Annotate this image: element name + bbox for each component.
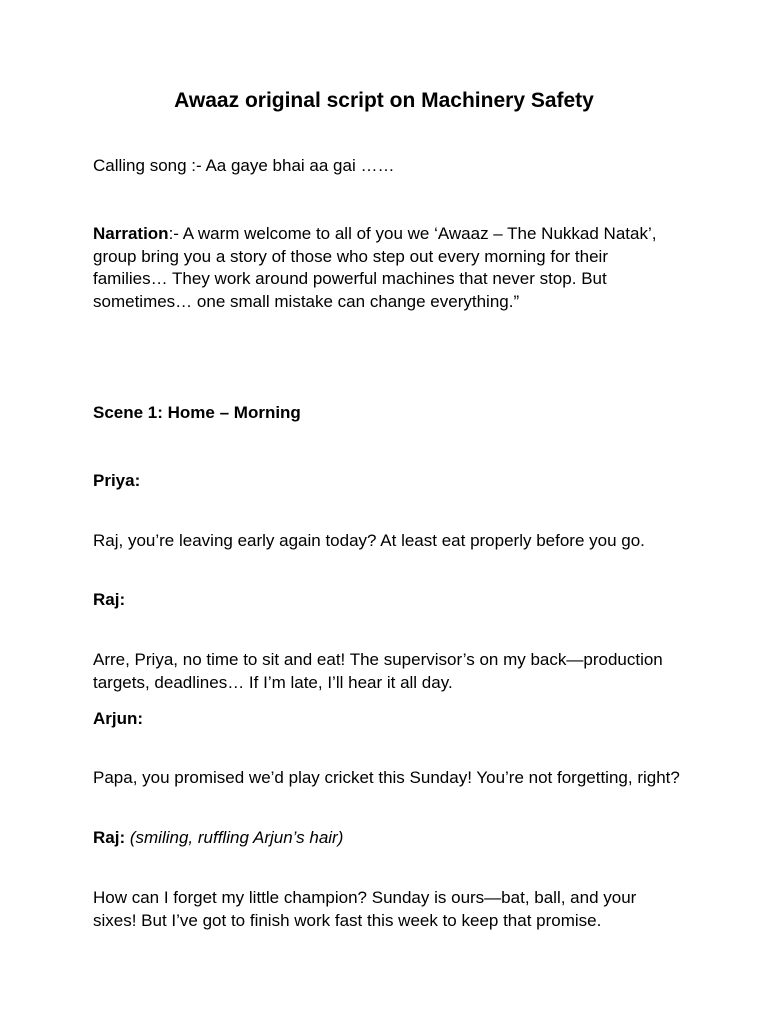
narration-text: A warm welcome to all of you we ‘Awaaz – The Nukkad Natak’, group bring you a story of those who step out every morning for their families… They work around powerful machines that never stop. But sometimes… one small mistake can change everything.” [93, 224, 657, 311]
scene-heading: Scene 1: Home – Morning [93, 403, 301, 422]
speaker-with-direction [93, 827, 683, 850]
speaker-name: Raj: [93, 828, 126, 847]
dialogue-line: Raj, you’re leaving early again today? At least eat properly before you go. [93, 531, 645, 550]
document-title: Awaaz original script on Machinery Safety [174, 89, 594, 112]
narration-paragraph [93, 223, 683, 313]
speaker-name: Raj: [93, 590, 126, 609]
speaker-name: Priya: [93, 471, 141, 490]
narration-separator: :- [168, 224, 179, 243]
dialogue-line: Arre, Priya, no time to sit and eat! The supervisor’s on my back—production targets, deadlines… If I’m late, I’ll hear it all day. [93, 650, 663, 692]
narration-label: Narration [93, 224, 169, 243]
calling-song-line: Calling song :- Aa gaye bhai aa gai …… [93, 156, 395, 175]
dialogue-line: Papa, you promised we’d play cricket this Sunday! You’re not forgetting, right? [93, 768, 680, 787]
stage-direction: (smiling, ruffling Arjun’s hair) [129, 828, 344, 847]
dialogue-line: How can I forget my little champion? Sunday is ours—bat, ball, and your sixes! But I’ve got to finish work fast this week to keep that promise. [93, 888, 637, 930]
speaker-name: Arjun: [93, 709, 144, 728]
